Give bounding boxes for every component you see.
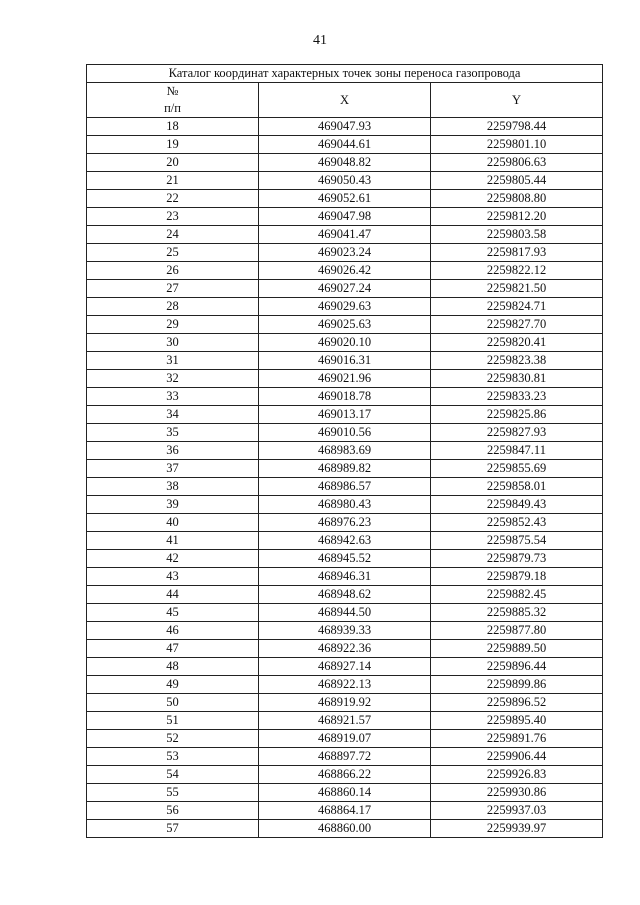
y-coordinate-cell: 2259847.11	[431, 442, 603, 460]
point-number-cell: 20	[87, 154, 259, 172]
y-coordinate-cell: 2259899.86	[431, 676, 603, 694]
y-coordinate-cell: 2259830.81	[431, 370, 603, 388]
x-coordinate-cell: 469020.10	[259, 334, 431, 352]
table-row	[87, 730, 603, 748]
y-coordinate-cell: 2259823.38	[431, 352, 603, 370]
table-body	[87, 118, 603, 838]
x-coordinate-cell: 468919.07	[259, 730, 431, 748]
table-row	[87, 442, 603, 460]
header-y: Y	[431, 83, 603, 118]
table-row	[87, 568, 603, 586]
x-coordinate-cell: 468944.50	[259, 604, 431, 622]
x-coordinate-cell: 468976.23	[259, 514, 431, 532]
table-row	[87, 388, 603, 406]
table-row	[87, 676, 603, 694]
x-coordinate-cell: 468919.92	[259, 694, 431, 712]
x-coordinate-cell: 468897.72	[259, 748, 431, 766]
x-coordinate-cell: 469048.82	[259, 154, 431, 172]
x-coordinate-cell: 468860.00	[259, 820, 431, 838]
x-coordinate-cell: 469026.42	[259, 262, 431, 280]
x-coordinate-cell: 469052.61	[259, 190, 431, 208]
point-number-cell: 31	[87, 352, 259, 370]
y-coordinate-cell: 2259812.20	[431, 208, 603, 226]
y-coordinate-cell: 2259895.40	[431, 712, 603, 730]
table-row	[87, 298, 603, 316]
y-coordinate-cell: 2259821.50	[431, 280, 603, 298]
point-number-cell: 45	[87, 604, 259, 622]
point-number-cell: 18	[87, 118, 259, 136]
x-coordinate-cell: 469018.78	[259, 388, 431, 406]
point-number-cell: 53	[87, 748, 259, 766]
table-row	[87, 586, 603, 604]
point-number-cell: 41	[87, 532, 259, 550]
y-coordinate-cell: 2259855.69	[431, 460, 603, 478]
table-title-row	[87, 65, 603, 83]
x-coordinate-cell: 469013.17	[259, 406, 431, 424]
y-coordinate-cell: 2259808.80	[431, 190, 603, 208]
y-coordinate-cell: 2259827.70	[431, 316, 603, 334]
point-number-cell: 46	[87, 622, 259, 640]
point-number-cell: 44	[87, 586, 259, 604]
point-number-cell: 43	[87, 568, 259, 586]
header-number	[87, 83, 259, 118]
x-coordinate-cell: 468922.13	[259, 676, 431, 694]
table-row	[87, 370, 603, 388]
point-number-cell: 19	[87, 136, 259, 154]
x-coordinate-cell: 469029.63	[259, 298, 431, 316]
point-number-cell: 21	[87, 172, 259, 190]
point-number-cell: 30	[87, 334, 259, 352]
table-row	[87, 172, 603, 190]
table-row	[87, 622, 603, 640]
table-row	[87, 424, 603, 442]
x-coordinate-cell: 468945.52	[259, 550, 431, 568]
y-coordinate-cell: 2259875.54	[431, 532, 603, 550]
table-row	[87, 478, 603, 496]
y-coordinate-cell: 2259879.18	[431, 568, 603, 586]
table-header-row	[87, 83, 603, 118]
y-coordinate-cell: 2259833.23	[431, 388, 603, 406]
point-number-cell: 49	[87, 676, 259, 694]
coordinates-table	[86, 64, 603, 838]
table-row	[87, 784, 603, 802]
table-row	[87, 136, 603, 154]
point-number-cell: 37	[87, 460, 259, 478]
y-coordinate-cell: 2259896.44	[431, 658, 603, 676]
point-number-cell: 48	[87, 658, 259, 676]
y-coordinate-cell: 2259801.10	[431, 136, 603, 154]
table-row	[87, 226, 603, 244]
y-coordinate-cell: 2259891.76	[431, 730, 603, 748]
x-coordinate-cell: 468860.14	[259, 784, 431, 802]
y-coordinate-cell: 2259930.86	[431, 784, 603, 802]
y-coordinate-cell: 2259896.52	[431, 694, 603, 712]
y-coordinate-cell: 2259806.63	[431, 154, 603, 172]
y-coordinate-cell: 2259849.43	[431, 496, 603, 514]
x-coordinate-cell: 468986.57	[259, 478, 431, 496]
point-number-cell: 33	[87, 388, 259, 406]
y-coordinate-cell: 2259937.03	[431, 802, 603, 820]
y-coordinate-cell: 2259852.43	[431, 514, 603, 532]
x-coordinate-cell: 469047.93	[259, 118, 431, 136]
table-row	[87, 262, 603, 280]
table-row	[87, 406, 603, 424]
y-coordinate-cell: 2259817.93	[431, 244, 603, 262]
point-number-cell: 42	[87, 550, 259, 568]
x-coordinate-cell: 469044.61	[259, 136, 431, 154]
x-coordinate-cell: 468989.82	[259, 460, 431, 478]
table-row	[87, 154, 603, 172]
y-coordinate-cell: 2259825.86	[431, 406, 603, 424]
table-row	[87, 280, 603, 298]
header-number-symbol: №	[166, 84, 179, 98]
y-coordinate-cell: 2259803.58	[431, 226, 603, 244]
table-row	[87, 550, 603, 568]
x-coordinate-cell: 468922.36	[259, 640, 431, 658]
point-number-cell: 54	[87, 766, 259, 784]
x-coordinate-cell: 468983.69	[259, 442, 431, 460]
x-coordinate-cell: 469047.98	[259, 208, 431, 226]
table-row	[87, 712, 603, 730]
point-number-cell: 39	[87, 496, 259, 514]
table-row	[87, 640, 603, 658]
x-coordinate-cell: 468864.17	[259, 802, 431, 820]
y-coordinate-cell: 2259858.01	[431, 478, 603, 496]
point-number-cell: 22	[87, 190, 259, 208]
x-coordinate-cell: 469023.24	[259, 244, 431, 262]
y-coordinate-cell: 2259824.71	[431, 298, 603, 316]
point-number-cell: 52	[87, 730, 259, 748]
x-coordinate-cell: 468927.14	[259, 658, 431, 676]
table-row	[87, 460, 603, 478]
table-row	[87, 604, 603, 622]
y-coordinate-cell: 2259879.73	[431, 550, 603, 568]
y-coordinate-cell: 2259805.44	[431, 172, 603, 190]
table-title: Каталог координат характерных точек зоны переноса газопровода	[87, 65, 603, 83]
x-coordinate-cell: 468942.63	[259, 532, 431, 550]
table-row	[87, 244, 603, 262]
y-coordinate-cell: 2259885.32	[431, 604, 603, 622]
table-row	[87, 334, 603, 352]
table-row	[87, 820, 603, 838]
point-number-cell: 28	[87, 298, 259, 316]
y-coordinate-cell: 2259882.45	[431, 586, 603, 604]
x-coordinate-cell: 468948.62	[259, 586, 431, 604]
y-coordinate-cell: 2259889.50	[431, 640, 603, 658]
header-number-abbrev: п/п	[164, 101, 181, 115]
table-row	[87, 316, 603, 334]
y-coordinate-cell: 2259820.41	[431, 334, 603, 352]
y-coordinate-cell: 2259906.44	[431, 748, 603, 766]
table-row	[87, 802, 603, 820]
point-number-cell: 27	[87, 280, 259, 298]
x-coordinate-cell: 469010.56	[259, 424, 431, 442]
point-number-cell: 36	[87, 442, 259, 460]
x-coordinate-cell: 468921.57	[259, 712, 431, 730]
point-number-cell: 40	[87, 514, 259, 532]
y-coordinate-cell: 2259877.80	[431, 622, 603, 640]
table-row	[87, 658, 603, 676]
point-number-cell: 24	[87, 226, 259, 244]
x-coordinate-cell: 468980.43	[259, 496, 431, 514]
y-coordinate-cell: 2259798.44	[431, 118, 603, 136]
y-coordinate-cell: 2259827.93	[431, 424, 603, 442]
table-row	[87, 748, 603, 766]
point-number-cell: 25	[87, 244, 259, 262]
header-x: X	[259, 83, 431, 118]
point-number-cell: 32	[87, 370, 259, 388]
y-coordinate-cell: 2259939.97	[431, 820, 603, 838]
table-row	[87, 532, 603, 550]
table-row	[87, 352, 603, 370]
point-number-cell: 23	[87, 208, 259, 226]
x-coordinate-cell: 469016.31	[259, 352, 431, 370]
x-coordinate-cell: 468946.31	[259, 568, 431, 586]
table-row	[87, 208, 603, 226]
point-number-cell: 50	[87, 694, 259, 712]
table-row	[87, 514, 603, 532]
table-row	[87, 118, 603, 136]
point-number-cell: 51	[87, 712, 259, 730]
y-coordinate-cell: 2259822.12	[431, 262, 603, 280]
table-row	[87, 496, 603, 514]
table-row	[87, 766, 603, 784]
point-number-cell: 35	[87, 424, 259, 442]
y-coordinate-cell: 2259926.83	[431, 766, 603, 784]
x-coordinate-cell: 469021.96	[259, 370, 431, 388]
x-coordinate-cell: 469041.47	[259, 226, 431, 244]
table-row	[87, 190, 603, 208]
x-coordinate-cell: 469027.24	[259, 280, 431, 298]
point-number-cell: 55	[87, 784, 259, 802]
page-number: 41	[313, 33, 327, 48]
x-coordinate-cell: 469025.63	[259, 316, 431, 334]
point-number-cell: 26	[87, 262, 259, 280]
table-row	[87, 694, 603, 712]
point-number-cell: 34	[87, 406, 259, 424]
x-coordinate-cell: 468866.22	[259, 766, 431, 784]
point-number-cell: 56	[87, 802, 259, 820]
x-coordinate-cell: 469050.43	[259, 172, 431, 190]
point-number-cell: 29	[87, 316, 259, 334]
point-number-cell: 38	[87, 478, 259, 496]
x-coordinate-cell: 468939.33	[259, 622, 431, 640]
point-number-cell: 57	[87, 820, 259, 838]
point-number-cell: 47	[87, 640, 259, 658]
